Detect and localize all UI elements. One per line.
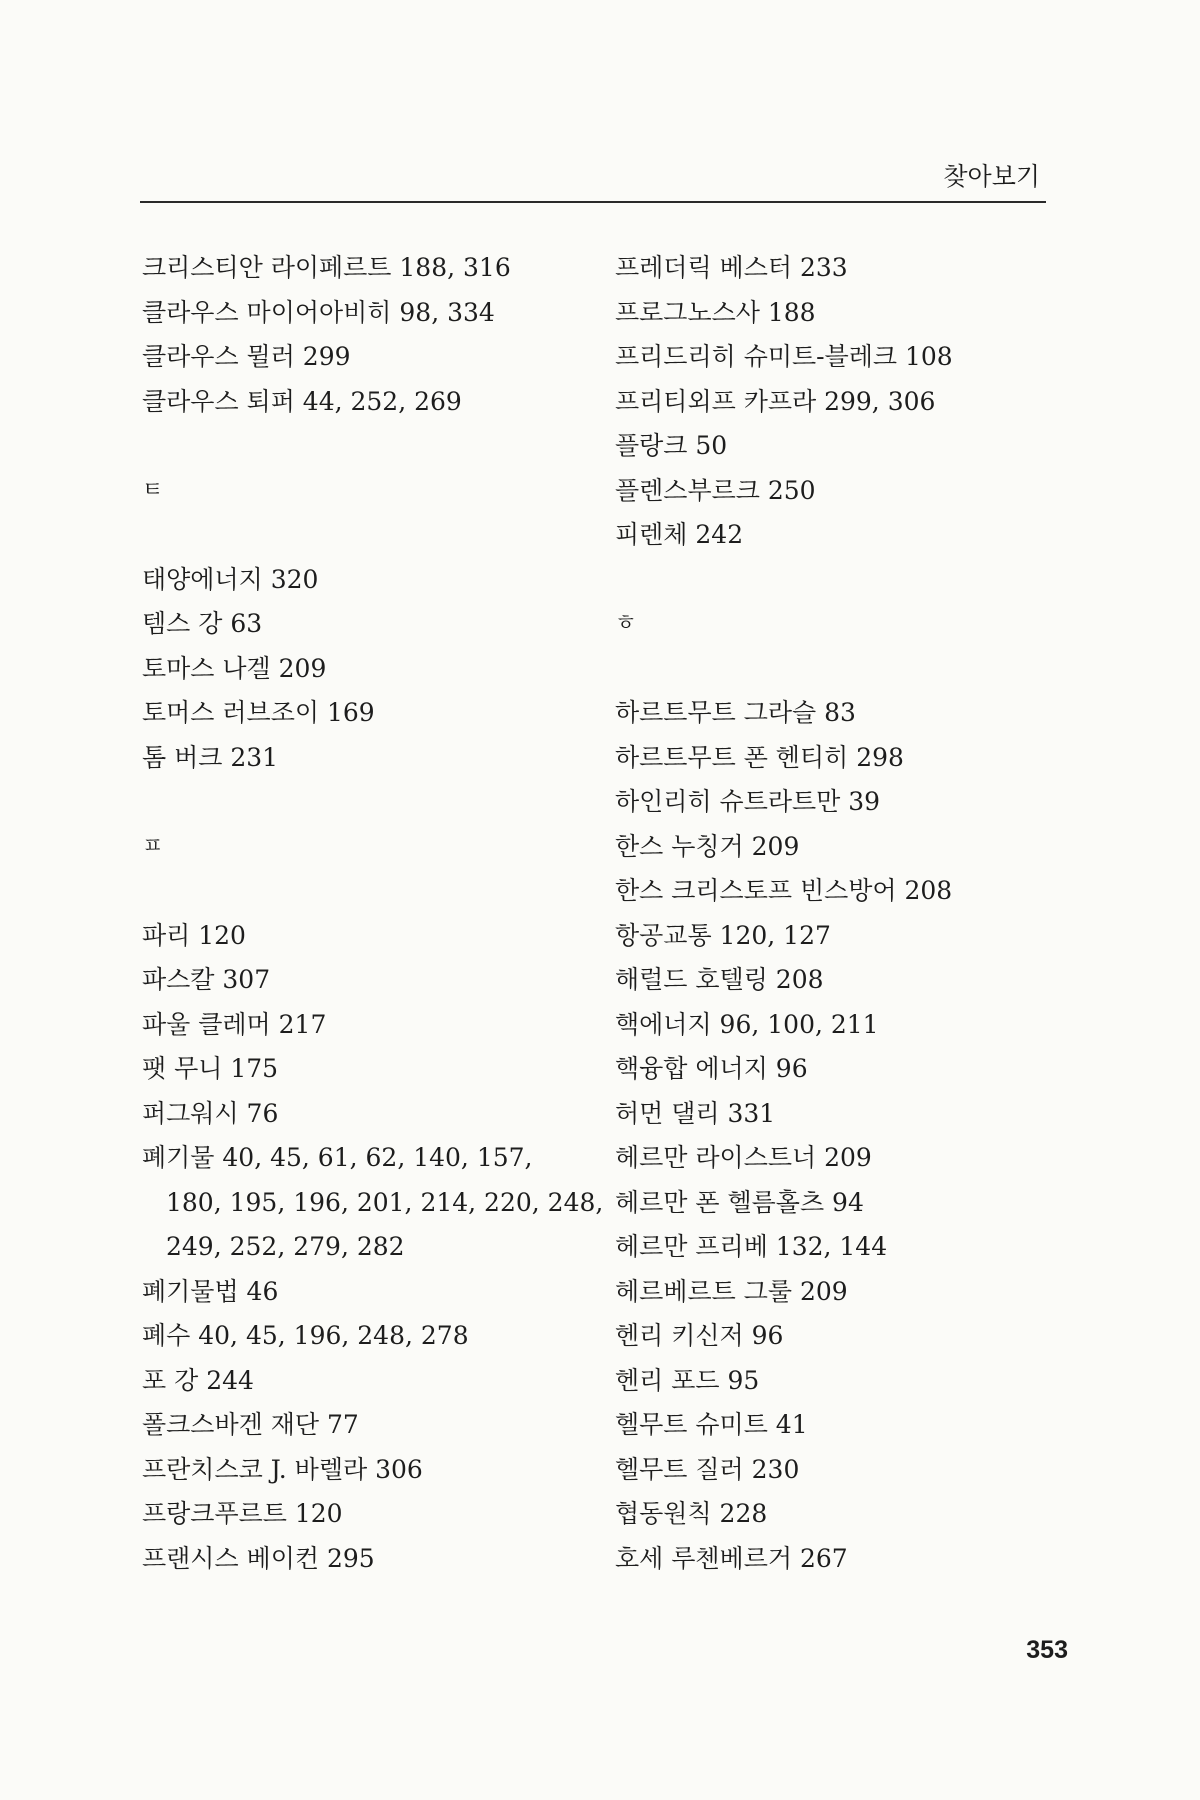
- index-entry: 플랑크 50: [615, 431, 728, 460]
- index-entry: 한스 누칭거 209: [615, 831, 800, 861]
- blank-line: [615, 647, 1055, 692]
- section-letter-heading: ㅌ: [142, 477, 164, 503]
- index-entry: 헨리 포드 95: [615, 1365, 760, 1395]
- index-entry: 프로그노스사 188: [615, 297, 816, 327]
- index-entry: 템스 강 63: [142, 609, 263, 638]
- index-entry: 프랜시스 베이컨 295: [142, 1543, 375, 1573]
- index-entry: 파스칼 307: [142, 965, 271, 994]
- index-entry: 폐기물법 46: [142, 1276, 279, 1306]
- index-entry: 하르트무트 폰 헨티히 298: [615, 742, 904, 772]
- index-entry: 핵에너지 96, 100, 211: [615, 1009, 879, 1039]
- header-rule: [140, 201, 1046, 203]
- index-entry: 퍼그워시 76: [142, 1098, 279, 1128]
- index-entry: 포 강 244: [142, 1365, 254, 1395]
- index-entry: 토마스 나겔 209: [142, 653, 327, 683]
- blank-line: [142, 780, 592, 825]
- index-entry: 토머스 러브조이 169: [142, 698, 375, 727]
- index-entry: 폐기물 40, 45, 61, 62, 140, 157,: [142, 1143, 533, 1172]
- index-entry: 프란치스코 J. 바렐라 306: [142, 1454, 423, 1484]
- index-entry: 태양에너지 320: [142, 564, 319, 594]
- index-entry: 크리스티안 라이페르트 188, 316: [142, 253, 511, 282]
- index-entry: 한스 크리스토프 빈스방어 208: [615, 876, 953, 905]
- index-entry: 폐수 40, 45, 196, 248, 278: [142, 1321, 469, 1350]
- blank-line: [142, 424, 592, 469]
- index-entry: 프리티외프 카프라 299, 306: [615, 386, 936, 416]
- section-letter-heading: ㅍ: [142, 833, 164, 859]
- index-entry: 프랑크푸르트 120: [142, 1499, 343, 1528]
- index-entry: 헤르만 프리베 132, 144: [615, 1232, 888, 1261]
- index-entry: 파리 120: [142, 920, 246, 950]
- index-entry: 헤르베르트 그룰 209: [615, 1276, 848, 1306]
- blank-line: [142, 513, 592, 558]
- index-entry: 헤르만 라이스트너 209: [615, 1143, 872, 1172]
- index-column-right: [615, 246, 1055, 1581]
- blank-line: [142, 869, 592, 914]
- index-entry: 핵융합 에너지 96: [615, 1054, 808, 1083]
- blank-line: [615, 558, 1055, 603]
- index-entry: 헨리 키신저 96: [615, 1321, 784, 1350]
- index-column-left: [142, 246, 604, 1581]
- index-entry: 항공교통 120, 127: [615, 920, 831, 950]
- index-entry: 하인리히 슈트라트만 39: [615, 787, 881, 816]
- index-entry-continuation: 180, 195, 196, 201, 214, 220, 248,: [166, 1187, 604, 1217]
- index-entry: 헤르만 폰 헬름홀츠 94: [615, 1187, 864, 1217]
- running-head: 찾아보기: [943, 162, 1040, 191]
- index-entry: 호세 루첸베르거 267: [615, 1543, 848, 1573]
- index-entry: 헬무트 슈미트 41: [615, 1410, 808, 1439]
- index-entry: 프리드리히 슈미트-블레크 108: [615, 342, 953, 371]
- section-letter-heading: ㅎ: [615, 611, 637, 636]
- index-entry: 피렌체 242: [615, 520, 744, 549]
- index-entry: 파울 클레머 217: [142, 1009, 327, 1039]
- index-entry: 해럴드 호텔링 208: [615, 965, 824, 994]
- index-entry: 팻 무니 175: [142, 1054, 279, 1083]
- index-entry: 협동원칙 228: [615, 1499, 768, 1528]
- index-entry-continuation: 249, 252, 279, 282: [166, 1232, 405, 1261]
- index-entry: 허먼 댈리 331: [615, 1098, 776, 1128]
- index-entry: 프레더릭 베스터 233: [615, 253, 848, 282]
- index-entry: 폴크스바겐 재단 77: [142, 1410, 359, 1439]
- index-entry: 헬무트 질러 230: [615, 1454, 800, 1484]
- index-entry: 클라우스 퇴퍼 44, 252, 269: [142, 386, 462, 416]
- index-entry: 클라우스 뮐러 299: [142, 342, 351, 371]
- index-entry: 플렌스부르크 250: [615, 475, 816, 505]
- index-entry: 하르트무트 그라슬 83: [615, 698, 856, 727]
- index-entry: 톰 버크 231: [142, 742, 279, 772]
- index-entry: 클라우스 마이어아비히 98, 334: [142, 297, 495, 327]
- page-number: 353: [1026, 1636, 1068, 1664]
